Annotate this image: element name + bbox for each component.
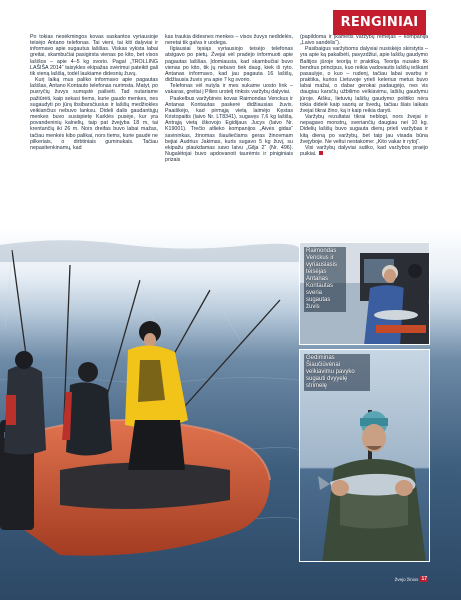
paragraph bbox=[300, 145, 428, 157]
article-end-mark bbox=[319, 151, 323, 155]
paragraph: Po tokias nesėkmingos kovas saskantos vyriausioje teisėjo Antano telefonas. Tai vieni, tai kiti dalyviai ir informavo apie sugautus lašišas. Viskas vyksta labai greitai, skambučiai pasigirsta vienas po kito, bet visos lašišos – apie 4–5 kg svorio. Pagal „TROLLING LAŠIŠA 2014“ taisykles ekipažas svėrimui pateikti gali tik vieną lašišą, todėl laukiame didesnių žuvų. bbox=[30, 34, 158, 77]
paragraph: Kurį laiką mus paliko informavo apie pagautas lašišas, Antano Kontauto telefonas nurimsta. Matyt, po pusryčių žuvys sumąstė pailsėti. Tad nutariame pažiūrėti, kaip sekasi tiems, kurie gaudo menkes, nes sugaudyti po jūrą ibsibarsčiusius ir lašišų medžiokles veikiančius nebuvo lanksu. Dideli dalis gaudantiųjų menkes buvo susispietę Karklės pusėje, kur yra povandeninių kalnelių, taip pat žvejyba 18 m, tai krentančių iki 26 m. Nors dreifas buvo labai mažas, tačiau menkės kibo palikai, nors tiems, kurie gaudė ne pilkeriais, o dirbtiniais guminukais. Tačiau nepasitenkinamų, kad bbox=[30, 77, 158, 151]
paragraph: kas traukia didesnes menkes – visos žuvys nedidelės, neretai tik galva ir uodega. bbox=[165, 34, 293, 47]
paragraph: Ilgiausiai tęsiąs vyriausiojo teisėjo telefonas atsigavo po pietų. Žvejai vėl pradėjo informuoti apie pagautas lašišas. Įdomiausia, kad skambučiai buvo vienas po kito, tik jų nebuvo tiek daug, kiek iš ryto. Antanas informavo, kad jau pagauta 16 lašišų, didžiausia žuvis yra apie 7 kg svorio. bbox=[165, 46, 293, 84]
paragraph: Telefonas vėl nutyla ir mes sukame uosto link – vakaras, greitai į Pilies urstelį rinksis varžybų dalyviai. bbox=[165, 83, 293, 96]
article-column-1 bbox=[30, 34, 158, 151]
section-label: RENGINIAI bbox=[333, 10, 426, 35]
paragraph: Varžybų rezultatai tikrai neblogi, nors žvejai ir nepagavo monstrų, sveriančių daugiau nei 10 kg. Didelių lašišų buvo sugauta dienų prieš varžybas ir kitą dieną po varžybų, bet taip jau visada būna žvejyboje. Ne veltui nestakome: „Kito vakar ir rytoj“. bbox=[300, 114, 428, 145]
photo-caption: Gediminas Šiaučiūvėnai velkiavimu pavyko sugauti dvyyelę strimelę bbox=[304, 354, 370, 391]
paragraph: Pasibaigus varžyboms dalyviai nusiskėjo skirstytis – yra apie ką pakalbėti, pavyzdžiui, apie lašišų gaudymo Baltijos jūroje teoriją ir praktiką. Teorija nusako tik bendrus principus, kuo reikia vadovautis lašišų ieškant pasaulyje, o kuo – rudenį, tačiau labai svarbu ir praktika, kurios Lietuvoje yrieš kelerius metus buvo labai mažai, o dabar gerokai padaugėjo, nes vis daugiau karsčių užbilimo velkiavimu, lašišų gaudymu jūroje. Aišku, lietuvių lašišų gaudymo politiko nėra tokia didelė kaip saorių ar švedų, tačiau šiais laikais žvejai tikrai žino, ką ir kaip reikia daryti. bbox=[300, 46, 428, 114]
magazine-name: Žvejo žinios bbox=[394, 576, 419, 582]
article-column-3 bbox=[300, 34, 428, 157]
paragraph: Paskelbus varžybinės kovas Raimondas Venckus ir Antanas Kontautas paskerė didžiausias žuvis. Paaiškėjo, kad pirmąją vietą laimėjo Kęstas Kristopaitis (laivo Nr. LT8341), sugavęs 7,6 kg lašišą. Antrąją vietą iškovojo Egidijaus Jucys (laivo Nr. K19001). Trečio atlieko kompanijos „Aivės gidas“ savininkas, žinomas šiauliečiams geras žinovmam bejiai Audrius Jakimas, kuris sugavo 5 kg žuvį, su ekipažu plaukdamas savo laivu „Gilja 2“ (Nr. 496). Nugalėtojai buvo apdovanoti taurėmis ir piniginiais prizais bbox=[165, 95, 293, 164]
inset-photo-angler-fish bbox=[299, 349, 430, 562]
photo-caption: Raimondas Venckus ir vyriausiasis teisėjas Antanas Kontautas sveria sugautas žuvis bbox=[304, 247, 346, 312]
page-footer bbox=[395, 576, 428, 582]
inset-photo-weighing-fish bbox=[299, 242, 430, 345]
paragraph: (papildoma ir įkametis varžybų rėmėjas – kompanija „Laivo sandėlis“). bbox=[300, 34, 428, 47]
page-number: 17 bbox=[421, 576, 427, 582]
paragraph-text: Visi varžybų dalyviai sutiko, kad varžybos praėjo puikiai. bbox=[300, 144, 428, 157]
article-column-2 bbox=[165, 34, 293, 163]
